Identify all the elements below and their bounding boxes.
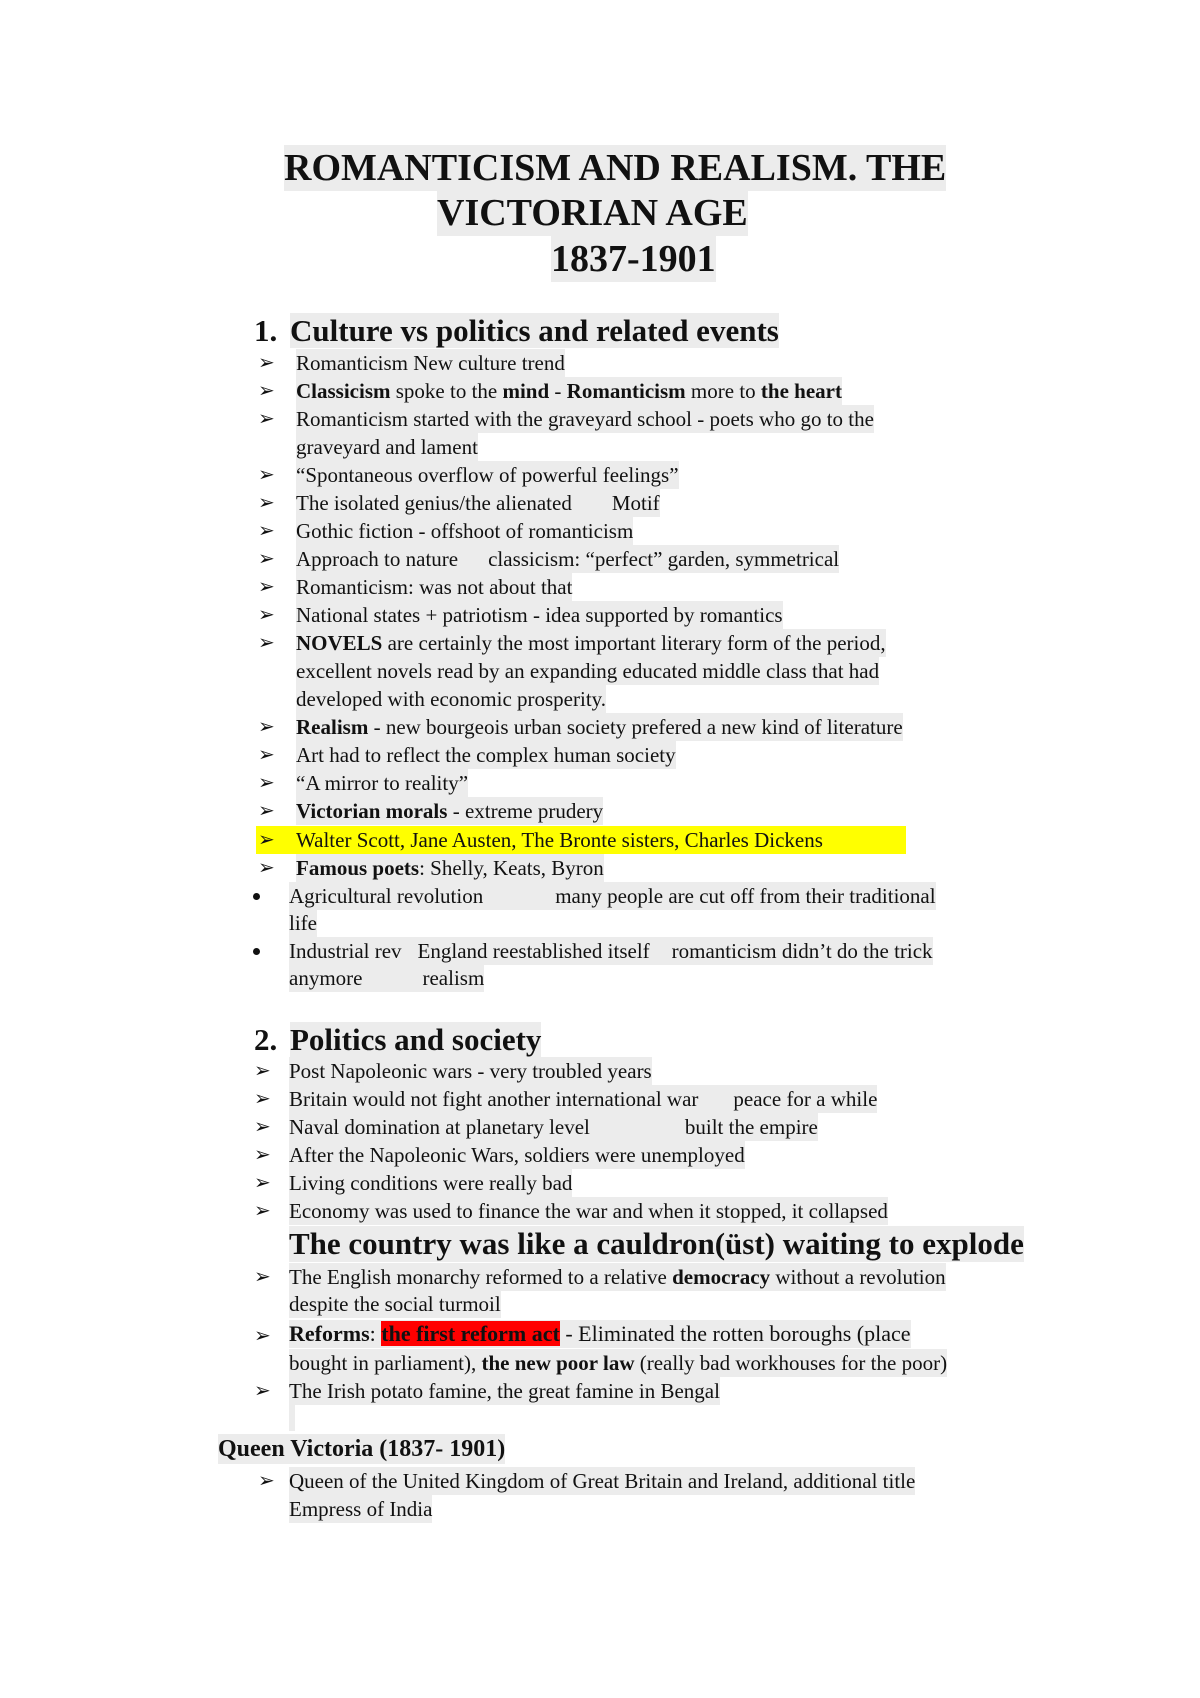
list-item-continuation: life bbox=[289, 911, 317, 935]
arrowhead-bullet-icon: ➢ bbox=[254, 1088, 271, 1110]
list-item-highlighted: Walter Scott, Jane Austen, The Bronte sisters, Charles Dickens bbox=[296, 828, 823, 852]
text: : bbox=[369, 1321, 382, 1346]
list-item bbox=[289, 1320, 911, 1348]
list-item: “Spontaneous overflow of powerful feelings” bbox=[296, 463, 679, 487]
list-item bbox=[296, 713, 903, 741]
list-item bbox=[289, 1263, 946, 1291]
text: realism bbox=[422, 966, 485, 990]
list-item: Gothic fiction - offshoot of romanticism bbox=[296, 519, 634, 543]
list-item: Post Napoleonic wars - very troubled years bbox=[289, 1059, 652, 1083]
bold-text: the new poor law bbox=[481, 1351, 635, 1375]
bold-text: Reforms bbox=[289, 1321, 370, 1346]
arrowhead-bullet-icon: ➢ bbox=[258, 800, 275, 822]
arrowhead-bullet-icon: ➢ bbox=[258, 716, 275, 738]
arrowhead-bullet-icon: ➢ bbox=[254, 1116, 271, 1138]
title-line-2: VICTORIAN AGE bbox=[437, 192, 748, 234]
text: - bbox=[549, 379, 567, 403]
round-bullet-icon bbox=[253, 948, 260, 955]
queen-victoria-heading: Queen Victoria (1837- 1901) bbox=[218, 1436, 506, 1462]
arrowhead-bullet-icon: ➢ bbox=[254, 1060, 271, 1082]
arrowhead-bullet-icon: ➢ bbox=[258, 520, 275, 542]
arrowhead-bullet-icon: ➢ bbox=[258, 464, 275, 486]
arrowhead-bullet-icon: ➢ bbox=[258, 744, 275, 766]
bold-text: Romanticism bbox=[566, 379, 686, 403]
text: are certainly the most important literary form of the period, bbox=[382, 631, 886, 655]
text: Approach to nature bbox=[296, 547, 459, 571]
section-1-title: Culture vs politics and related events bbox=[290, 313, 779, 348]
text: spoke to the bbox=[390, 379, 503, 403]
list-item bbox=[296, 629, 886, 657]
text: Agricultural revolution bbox=[289, 884, 484, 908]
bold-text: NOVELS bbox=[296, 631, 383, 655]
text: (really bad workhouses for the poor) bbox=[634, 1351, 948, 1375]
text: - new bourgeois urban society prefered a new kind of literature bbox=[368, 715, 903, 739]
arrowhead-bullet-icon: ➢ bbox=[258, 408, 275, 430]
list-item: National states + patriotism - idea supported by romantics bbox=[296, 603, 783, 627]
list-item: Art had to reflect the complex human society bbox=[296, 743, 676, 767]
list-item: The Irish potato famine, the great famine in Bengal bbox=[289, 1379, 720, 1403]
section-1-heading bbox=[254, 313, 779, 349]
arrowhead-bullet-icon: ➢ bbox=[254, 1200, 271, 1222]
text: anymore bbox=[289, 966, 363, 990]
list-item bbox=[289, 1113, 818, 1141]
text: : Shelly, Keats, Byron bbox=[419, 856, 604, 880]
arrowhead-bullet-icon: ➢ bbox=[258, 772, 275, 794]
arrowhead-bullet-icon: ➢ bbox=[254, 1380, 271, 1402]
arrowhead-bullet-icon: ➢ bbox=[258, 857, 275, 879]
list-item: Romanticism started with the graveyard school - poets who go to the bbox=[296, 407, 874, 431]
arrowhead-bullet-icon: ➢ bbox=[258, 492, 275, 514]
bold-text: Realism bbox=[296, 715, 369, 739]
title-line-1: ROMANTICISM AND REALISM. THE bbox=[284, 147, 947, 189]
list-item: Economy was used to finance the war and when it stopped, it collapsed bbox=[289, 1199, 888, 1223]
arrowhead-bullet-icon: ➢ bbox=[254, 1144, 271, 1166]
list-item-continuation: Empress of India bbox=[289, 1497, 433, 1521]
arrowhead-bullet-icon: ➢ bbox=[258, 1470, 275, 1492]
section-2-heading bbox=[254, 1022, 541, 1058]
arrowhead-bullet-icon: ➢ bbox=[258, 380, 275, 402]
bold-text: Famous poets bbox=[296, 856, 420, 880]
arrowhead-bullet-icon: ➢ bbox=[258, 604, 275, 626]
text: built the empire bbox=[684, 1115, 818, 1139]
list-item bbox=[296, 377, 842, 405]
section-2-title: Politics and society bbox=[290, 1022, 542, 1057]
round-bullet-icon bbox=[253, 893, 260, 900]
text: Motif bbox=[611, 491, 660, 515]
text: Naval domination at planetary level bbox=[289, 1115, 590, 1139]
text: Britain would not fight another international war bbox=[289, 1087, 699, 1111]
text: many people are cut off from their traditional bbox=[555, 884, 936, 908]
text: bought in parliament), bbox=[289, 1351, 482, 1375]
list-item bbox=[289, 882, 936, 910]
title-line-3: 1837-1901 bbox=[551, 238, 716, 280]
list-item-continuation: excellent novels read by an expanding educated middle class that had bbox=[296, 659, 880, 683]
list-item: “A mirror to reality” bbox=[296, 771, 469, 795]
text: more to bbox=[685, 379, 761, 403]
text: The isolated genius/the alienated bbox=[296, 491, 572, 515]
text: The English monarchy reformed to a relative bbox=[289, 1265, 673, 1289]
text: England reestablished itself bbox=[417, 939, 650, 963]
list-item: Romanticism New culture trend bbox=[296, 351, 565, 375]
text: peace for a while bbox=[733, 1087, 878, 1111]
bold-text: the heart bbox=[760, 379, 842, 403]
list-item-continuation: graveyard and lament bbox=[296, 435, 478, 459]
bold-text: Victorian morals bbox=[296, 799, 448, 823]
arrowhead-bullet-icon: ➢ bbox=[258, 352, 275, 374]
text: romanticism didn’t do the trick bbox=[671, 939, 933, 963]
red-highlight-text: the first reform act bbox=[381, 1321, 560, 1346]
list-item-continuation bbox=[289, 1349, 947, 1377]
emphasis-statement: The country was like a cauldron(üst) waiting to explode bbox=[289, 1226, 1024, 1261]
list-item-continuation bbox=[289, 964, 484, 992]
list-item bbox=[296, 854, 604, 882]
arrowhead-bullet-icon: ➢ bbox=[258, 829, 275, 851]
list-item: Queen of the United Kingdom of Great Britain and Ireland, additional title bbox=[289, 1469, 916, 1493]
list-item bbox=[296, 489, 660, 517]
list-item bbox=[289, 1085, 877, 1113]
list-item-continuation: developed with economic prosperity. bbox=[296, 687, 607, 711]
text: without a revolution bbox=[770, 1265, 946, 1289]
list-item: After the Napoleonic Wars, soldiers were unemployed bbox=[289, 1143, 745, 1167]
arrowhead-bullet-icon: ➢ bbox=[254, 1325, 271, 1347]
text: - extreme prudery bbox=[447, 799, 604, 823]
list-item bbox=[296, 545, 839, 573]
bold-text: Classicism bbox=[296, 379, 391, 403]
list-item: Living conditions were really bad bbox=[289, 1171, 573, 1195]
empty-line-marker bbox=[289, 1405, 295, 1431]
section-1-number: 1. bbox=[254, 313, 278, 348]
text: Industrial rev bbox=[289, 939, 402, 963]
arrowhead-bullet-icon: ➢ bbox=[258, 632, 275, 654]
list-item bbox=[289, 937, 933, 965]
list-item: Romanticism: was not about that bbox=[296, 575, 573, 599]
bold-text: democracy bbox=[672, 1265, 771, 1289]
text: - Eliminated the rotten boroughs (place bbox=[559, 1321, 911, 1346]
text: classicism: “perfect” garden, symmetrical bbox=[488, 547, 840, 571]
arrowhead-bullet-icon: ➢ bbox=[254, 1266, 271, 1288]
arrowhead-bullet-icon: ➢ bbox=[254, 1172, 271, 1194]
section-2-number: 2. bbox=[254, 1022, 278, 1057]
list-item-continuation: despite the social turmoil bbox=[289, 1292, 501, 1316]
arrowhead-bullet-icon: ➢ bbox=[258, 576, 275, 598]
list-item bbox=[296, 797, 603, 825]
arrowhead-bullet-icon: ➢ bbox=[258, 548, 275, 570]
bold-text: mind bbox=[502, 379, 550, 403]
